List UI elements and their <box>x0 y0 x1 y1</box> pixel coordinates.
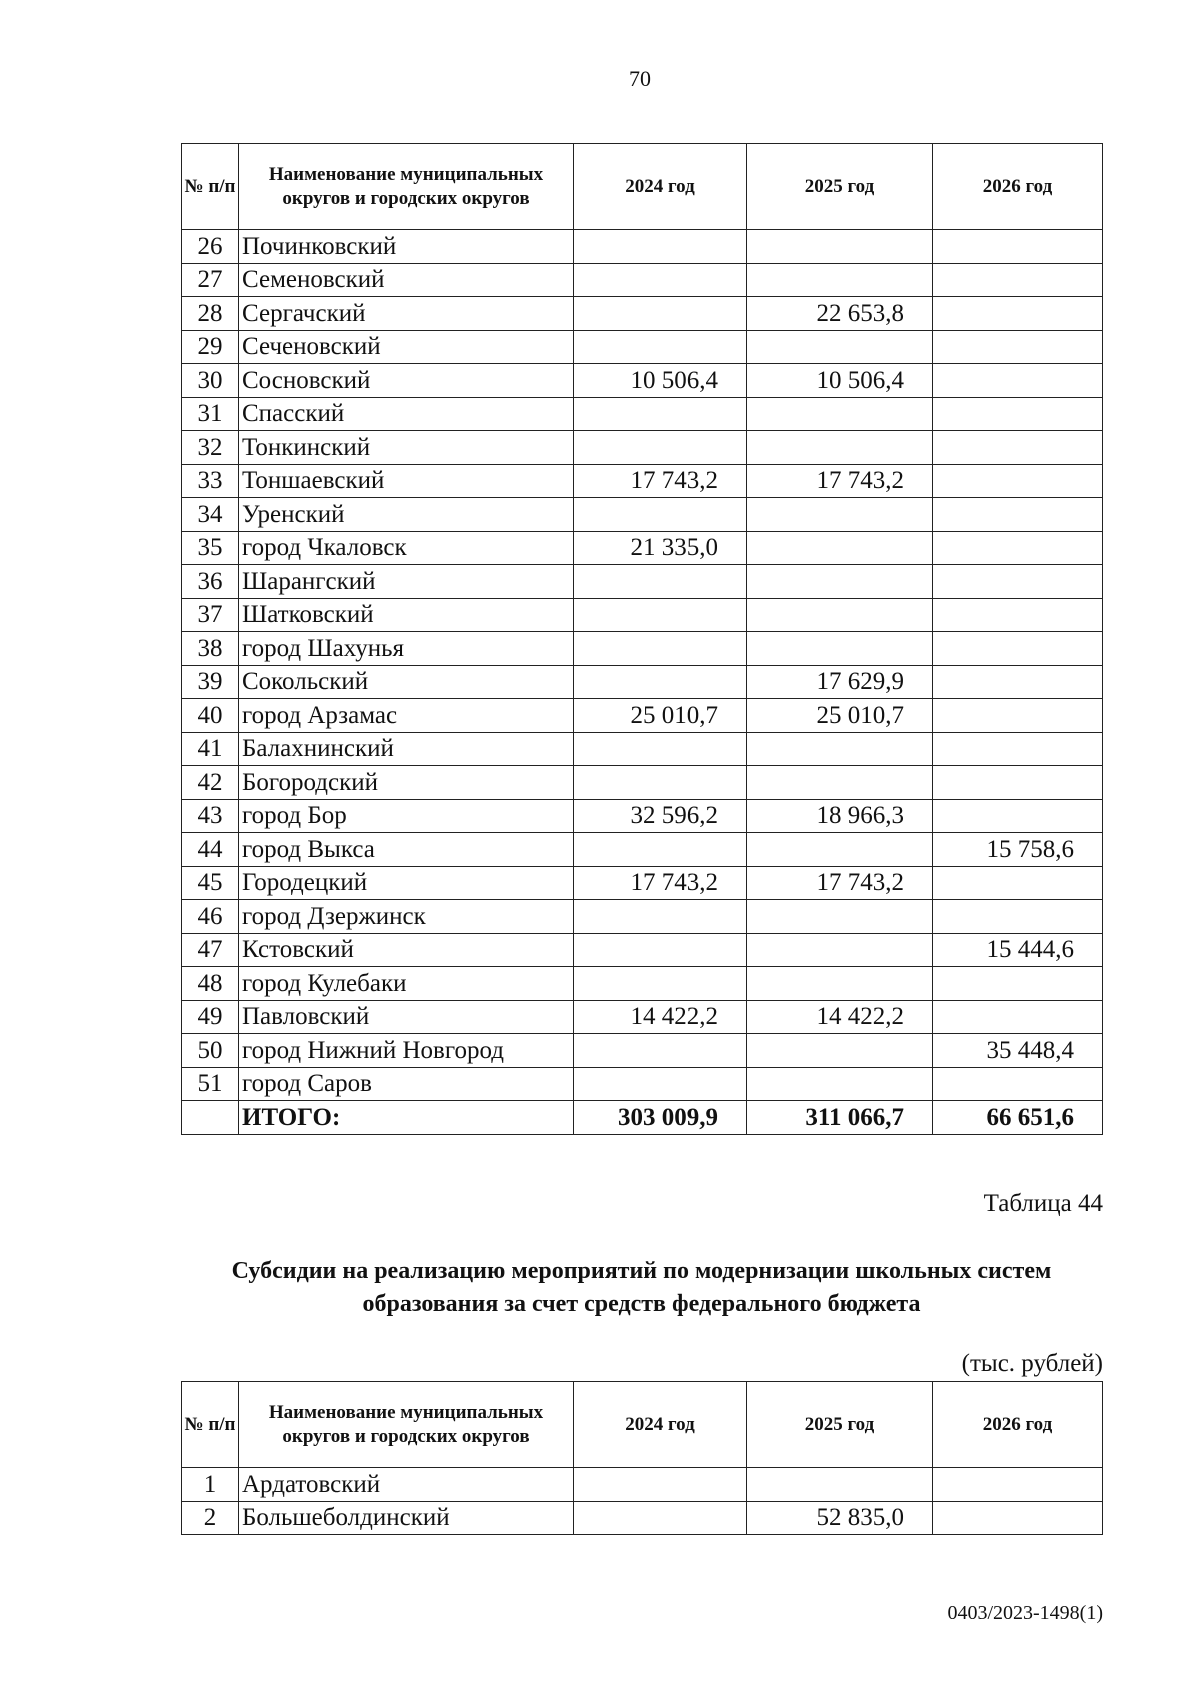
row-name: Ардатовский <box>239 1468 574 1502</box>
table-row <box>182 1067 1103 1101</box>
value-2024 <box>574 665 747 699</box>
value-2024 <box>574 632 747 666</box>
value-2025 <box>747 766 933 800</box>
total-2024: 303 009,9 <box>574 1101 747 1135</box>
row-name: город Нижний Новгород <box>239 1034 574 1068</box>
row-name: город Арзамас <box>239 699 574 733</box>
units-label: (тыс. рублей) <box>961 1350 1103 1377</box>
page-number: 70 <box>629 66 651 91</box>
value-2024 <box>574 1501 747 1535</box>
table-row <box>182 1000 1103 1034</box>
value-2024 <box>574 833 747 867</box>
row-number: 30 <box>182 364 239 398</box>
value-2025 <box>747 933 933 967</box>
value-2025 <box>747 565 933 599</box>
row-name: Сеченовский <box>239 330 574 364</box>
table-header-row <box>182 1382 1103 1468</box>
table-row <box>182 397 1103 431</box>
header-number: № п/п <box>182 144 239 230</box>
value-2026 <box>933 1067 1103 1101</box>
row-number: 28 <box>182 297 239 331</box>
value-2026 <box>933 531 1103 565</box>
value-2026 <box>933 498 1103 532</box>
row-name: Богородский <box>239 766 574 800</box>
value-2024 <box>574 565 747 599</box>
table-row <box>182 263 1103 297</box>
value-2025: 17 629,9 <box>747 665 933 699</box>
row-number: 33 <box>182 464 239 498</box>
row-name: город Дзержинск <box>239 900 574 934</box>
value-2026 <box>933 632 1103 666</box>
row-name: город Чкаловск <box>239 531 574 565</box>
value-2024: 17 743,2 <box>574 464 747 498</box>
value-2026 <box>933 1000 1103 1034</box>
value-2026 <box>933 732 1103 766</box>
row-number: 48 <box>182 967 239 1001</box>
subsidy-table-continued <box>181 143 1103 1135</box>
row-name: город Шахунья <box>239 632 574 666</box>
row-name: Кстовский <box>239 933 574 967</box>
table-row <box>182 933 1103 967</box>
table-row <box>182 330 1103 364</box>
row-number: 26 <box>182 230 239 264</box>
value-2026: 15 758,6 <box>933 833 1103 867</box>
value-2026 <box>933 330 1103 364</box>
row-number: 50 <box>182 1034 239 1068</box>
table-row <box>182 1501 1103 1535</box>
value-2024 <box>574 498 747 532</box>
total-row <box>182 1101 1103 1135</box>
table-row <box>182 1468 1103 1502</box>
value-2026 <box>933 230 1103 264</box>
row-number: 1 <box>182 1468 239 1502</box>
value-2026 <box>933 297 1103 331</box>
value-2025 <box>747 598 933 632</box>
table-row <box>182 665 1103 699</box>
row-number: 47 <box>182 933 239 967</box>
value-2024 <box>574 1034 747 1068</box>
table-row <box>182 866 1103 900</box>
row-number: 41 <box>182 732 239 766</box>
table-row <box>182 900 1103 934</box>
table-row <box>182 632 1103 666</box>
row-name: Починковский <box>239 230 574 264</box>
value-2024 <box>574 900 747 934</box>
header-2026: 2026 год <box>933 1382 1103 1468</box>
row-name: Балахнинский <box>239 732 574 766</box>
table-row <box>182 364 1103 398</box>
value-2025 <box>747 397 933 431</box>
value-2024 <box>574 766 747 800</box>
value-2025: 22 653,8 <box>747 297 933 331</box>
value-2026 <box>933 464 1103 498</box>
value-2024 <box>574 732 747 766</box>
table-header-row <box>182 144 1103 230</box>
table-row <box>182 531 1103 565</box>
table-row <box>182 799 1103 833</box>
value-2024 <box>574 1468 747 1502</box>
value-2025 <box>747 967 933 1001</box>
table-row <box>182 732 1103 766</box>
value-2025 <box>747 263 933 297</box>
total-label: ИТОГО: <box>239 1101 574 1135</box>
row-number: 49 <box>182 1000 239 1034</box>
value-2025 <box>747 1034 933 1068</box>
value-2025: 14 422,2 <box>747 1000 933 1034</box>
value-2026 <box>933 431 1103 465</box>
row-number: 42 <box>182 766 239 800</box>
row-number: 2 <box>182 1501 239 1535</box>
value-2024: 14 422,2 <box>574 1000 747 1034</box>
row-name: Большеболдинский <box>239 1501 574 1535</box>
value-2026 <box>933 263 1103 297</box>
value-2025 <box>747 330 933 364</box>
row-name: Тонкинский <box>239 431 574 465</box>
row-name: город Бор <box>239 799 574 833</box>
value-2026 <box>933 967 1103 1001</box>
header-2025: 2025 год <box>747 144 933 230</box>
row-number: 46 <box>182 900 239 934</box>
value-2024 <box>574 1067 747 1101</box>
header-2026: 2026 год <box>933 144 1103 230</box>
value-2026 <box>933 900 1103 934</box>
row-number: 32 <box>182 431 239 465</box>
value-2025: 25 010,7 <box>747 699 933 733</box>
value-2024 <box>574 263 747 297</box>
value-2026 <box>933 766 1103 800</box>
header-name: Наименование муниципальных округов и городских округов <box>239 144 574 230</box>
value-2026 <box>933 699 1103 733</box>
row-number: 43 <box>182 799 239 833</box>
table-row <box>182 1034 1103 1068</box>
row-name: Уренский <box>239 498 574 532</box>
value-2024 <box>574 967 747 1001</box>
value-2025 <box>747 632 933 666</box>
value-2024: 17 743,2 <box>574 866 747 900</box>
row-number: 45 <box>182 866 239 900</box>
value-2026 <box>933 397 1103 431</box>
value-2025: 52 835,0 <box>747 1501 933 1535</box>
header-name: Наименование муниципальных округов и городских округов <box>239 1382 574 1468</box>
row-name: город Саров <box>239 1067 574 1101</box>
table-row <box>182 967 1103 1001</box>
row-name: город Выкса <box>239 833 574 867</box>
value-2025 <box>747 900 933 934</box>
table-row <box>182 230 1103 264</box>
header-2025: 2025 год <box>747 1382 933 1468</box>
row-name: Семеновский <box>239 263 574 297</box>
value-2025 <box>747 1468 933 1502</box>
value-2024 <box>574 297 747 331</box>
row-number: 35 <box>182 531 239 565</box>
table-row <box>182 833 1103 867</box>
header-2024: 2024 год <box>574 1382 747 1468</box>
value-2025 <box>747 531 933 565</box>
document-code: 0403/2023-1498(1) <box>947 1602 1103 1624</box>
value-2026: 15 444,6 <box>933 933 1103 967</box>
row-number: 37 <box>182 598 239 632</box>
header-number: № п/п <box>182 1382 239 1468</box>
table-row <box>182 464 1103 498</box>
row-number: 38 <box>182 632 239 666</box>
header-2024: 2024 год <box>574 144 747 230</box>
row-name: Тоншаевский <box>239 464 574 498</box>
table-row <box>182 699 1103 733</box>
value-2024: 32 596,2 <box>574 799 747 833</box>
total-2026: 66 651,6 <box>933 1101 1103 1135</box>
value-2026 <box>933 364 1103 398</box>
value-2024 <box>574 330 747 364</box>
total-empty-cell <box>182 1101 239 1135</box>
table-row <box>182 431 1103 465</box>
value-2025: 17 743,2 <box>747 866 933 900</box>
value-2026 <box>933 598 1103 632</box>
value-2026 <box>933 565 1103 599</box>
row-name: Сосновский <box>239 364 574 398</box>
row-number: 36 <box>182 565 239 599</box>
value-2025 <box>747 833 933 867</box>
table-row <box>182 565 1103 599</box>
table-row <box>182 766 1103 800</box>
value-2026 <box>933 866 1103 900</box>
row-name: Городецкий <box>239 866 574 900</box>
subsidy-table-44 <box>181 1381 1103 1535</box>
row-number: 27 <box>182 263 239 297</box>
value-2024 <box>574 397 747 431</box>
row-number: 29 <box>182 330 239 364</box>
value-2025 <box>747 732 933 766</box>
row-name: Сергачский <box>239 297 574 331</box>
table-row <box>182 297 1103 331</box>
row-name: Сокольский <box>239 665 574 699</box>
row-number: 51 <box>182 1067 239 1101</box>
value-2024 <box>574 431 747 465</box>
row-name: Спасский <box>239 397 574 431</box>
value-2025: 17 743,2 <box>747 464 933 498</box>
total-2025: 311 066,7 <box>747 1101 933 1135</box>
row-number: 40 <box>182 699 239 733</box>
value-2024: 21 335,0 <box>574 531 747 565</box>
row-name: Павловский <box>239 1000 574 1034</box>
value-2025: 10 506,4 <box>747 364 933 398</box>
value-2025: 18 966,3 <box>747 799 933 833</box>
value-2026 <box>933 665 1103 699</box>
value-2026 <box>933 1501 1103 1535</box>
value-2026: 35 448,4 <box>933 1034 1103 1068</box>
value-2025 <box>747 498 933 532</box>
value-2026 <box>933 799 1103 833</box>
value-2025 <box>747 431 933 465</box>
table-heading: Субсидии на реализацию мероприятий по модернизации школьных систем образования за счет средств федерального бюджета <box>231 1258 1052 1318</box>
value-2024 <box>574 933 747 967</box>
row-number: 34 <box>182 498 239 532</box>
value-2024: 25 010,7 <box>574 699 747 733</box>
table-row <box>182 498 1103 532</box>
row-name: город Кулебаки <box>239 967 574 1001</box>
row-number: 39 <box>182 665 239 699</box>
row-name: Шарангский <box>239 565 574 599</box>
value-2025 <box>747 1067 933 1101</box>
value-2024 <box>574 598 747 632</box>
row-number: 31 <box>182 397 239 431</box>
row-number: 44 <box>182 833 239 867</box>
value-2024: 10 506,4 <box>574 364 747 398</box>
value-2024 <box>574 230 747 264</box>
table-caption: Таблица 44 <box>983 1190 1103 1217</box>
value-2026 <box>933 1468 1103 1502</box>
table-row <box>182 598 1103 632</box>
row-name: Шатковский <box>239 598 574 632</box>
value-2025 <box>747 230 933 264</box>
